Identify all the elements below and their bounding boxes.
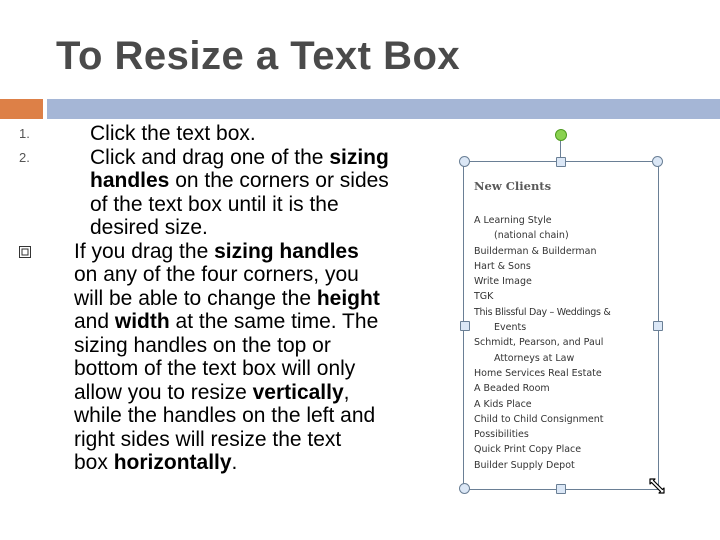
- step-text: on the corners or sides of the text box until it is the desired size.: [90, 169, 389, 239]
- client-line: Hart & Sons: [474, 260, 531, 272]
- slide-title: To Resize a Text Box: [56, 34, 461, 78]
- textbox-screenshot: [455, 126, 670, 501]
- sizing-handle-left[interactable]: [460, 321, 470, 331]
- step-text: Click and drag one of the: [90, 145, 330, 169]
- step-text: Click the text box.: [90, 122, 256, 145]
- client-line: (national chain): [494, 230, 569, 242]
- client-line: Home Services Real Estate: [474, 367, 602, 379]
- sizing-handle-top-right[interactable]: [652, 156, 663, 167]
- square-bullet-icon: [19, 246, 31, 258]
- client-list: [474, 213, 654, 473]
- textbox-heading: New Clients: [474, 179, 552, 193]
- bullet-text: If you drag the sizing handles on any of the four corners, you will be able to change the height and width at the same time. The sizing handles on the top or bottom of the text box will only allow you to resize vertically, while the handles on the left and right sides will resize the text box horizontally.: [74, 239, 380, 474]
- client-line: Schmidt, Pearson, and Paul: [474, 337, 604, 349]
- sizing-handle-top-left[interactable]: [459, 156, 470, 167]
- client-line: Child to Child Consignment: [474, 413, 604, 425]
- instruction-list: [0, 122, 400, 475]
- diagonal-resize-cursor-icon: [648, 477, 666, 495]
- sizing-handle-bottom-left[interactable]: [459, 483, 470, 494]
- step-1: [0, 122, 400, 146]
- step-2: [0, 146, 400, 240]
- bullet-item: [0, 240, 400, 475]
- client-line: A Learning Style: [474, 215, 552, 226]
- client-line: TGK: [474, 291, 494, 303]
- client-line: Quick Print Copy Place: [474, 444, 582, 456]
- sizing-handle-top[interactable]: [556, 157, 566, 167]
- step-text-bold: sizing handles: [90, 145, 389, 192]
- client-line: Possibilities: [474, 429, 529, 441]
- client-line: Events: [494, 322, 527, 334]
- client-line: Builder Supply Depot: [474, 459, 575, 471]
- accent-bar-orange: [0, 99, 43, 119]
- step-number: 1.: [19, 126, 30, 141]
- step-number: 2.: [19, 149, 30, 165]
- accent-bar-blue: [47, 99, 720, 119]
- client-line: Write Image: [474, 276, 532, 288]
- client-line: A Kids Place: [474, 398, 532, 410]
- client-line: A Beaded Room: [474, 383, 550, 395]
- client-line: Builderman & Builderman: [474, 245, 597, 257]
- sizing-handle-right[interactable]: [653, 321, 663, 331]
- client-line: Attorneys at Law: [494, 352, 575, 364]
- rotation-handle[interactable]: [555, 129, 567, 141]
- sizing-handle-bottom[interactable]: [556, 484, 566, 494]
- client-line: This Blissful Day – Weddings &: [474, 306, 611, 318]
